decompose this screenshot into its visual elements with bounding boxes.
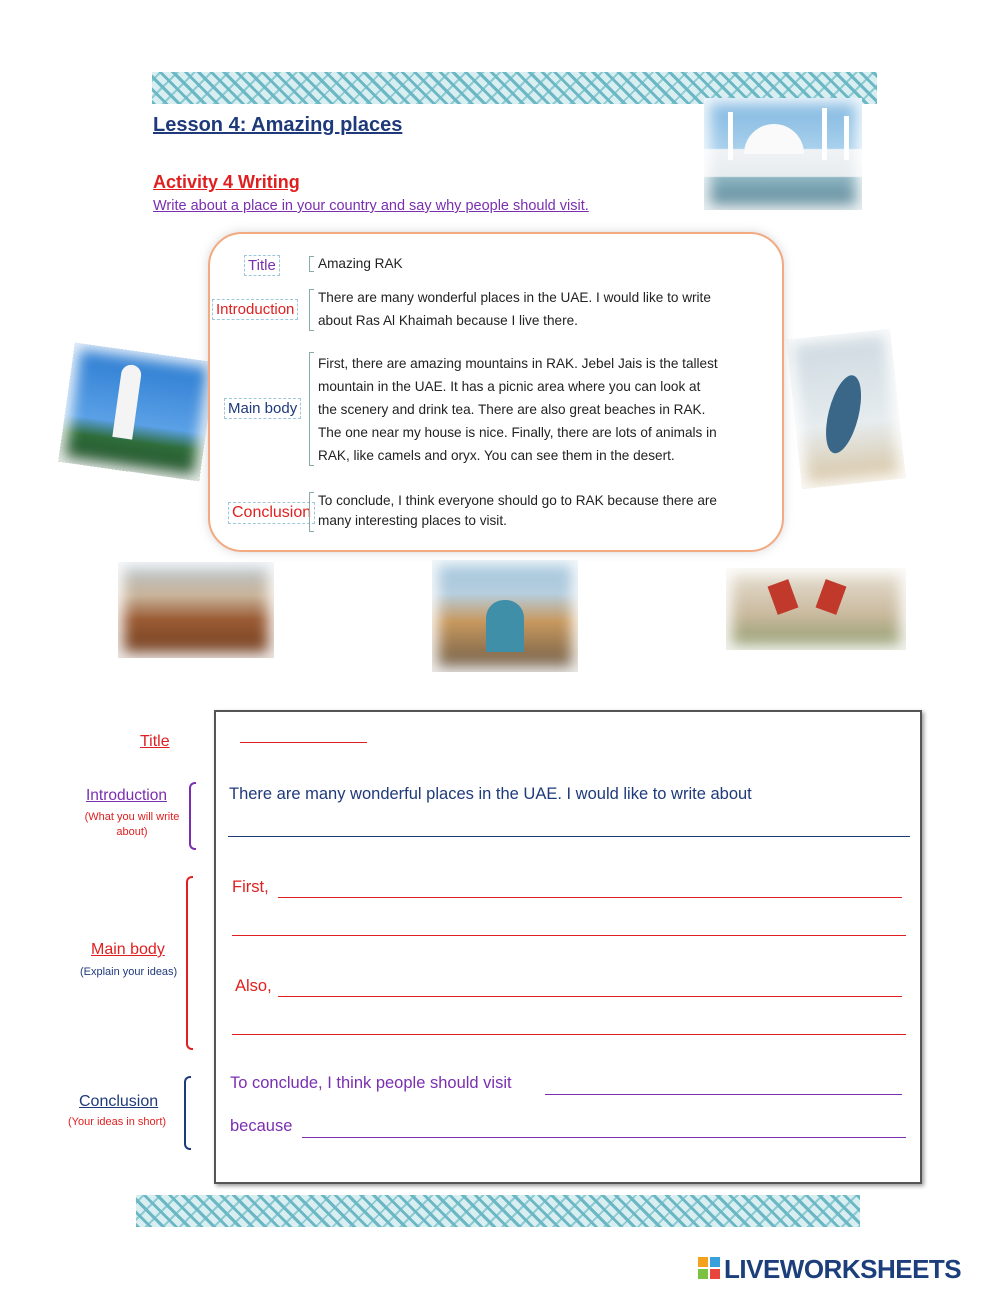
first-continue-line[interactable] — [232, 935, 906, 936]
main-body-brace — [186, 876, 193, 1050]
title-input-line[interactable] — [240, 742, 367, 743]
sample-main-body-line: the scenery and drink tea. There are also great beaches in RAK. — [318, 402, 706, 417]
mosque-photo — [704, 98, 862, 210]
conclude-prompt: To conclude, I think people should visit — [230, 1074, 512, 1092]
first-input-line[interactable] — [278, 897, 902, 898]
burj-al-arab-photo — [58, 343, 215, 482]
writing-box — [214, 710, 922, 1184]
instruction-text: Write about a place in your country and say why people should visit. — [153, 198, 589, 214]
sample-main-body-line: mountain in the UAE. It has a picnic area where you can look at — [318, 379, 701, 394]
bottom-decorative-border — [136, 1195, 860, 1227]
write-hint-introduction: (What you will write about) — [84, 811, 180, 838]
intro-input-line[interactable] — [228, 836, 910, 837]
write-label-title: Title — [140, 733, 170, 750]
sample-main-body-line: First, there are amazing mountains in RAK. Jebel Jais is the tallest — [318, 356, 718, 371]
gate-photo — [432, 560, 578, 672]
sample-conclusion-line: To conclude, I think everyone should go to RAK because there are — [318, 493, 717, 508]
sample-label-title: Title — [244, 255, 280, 276]
sample-introduction-line: about Ras Al Khaimah because I live there. — [318, 313, 578, 328]
lesson-title: Lesson 4: Amazing places — [153, 114, 403, 136]
museum-photo — [726, 568, 906, 650]
write-label-main-body: Main body — [91, 941, 165, 958]
sample-title-text: Amazing RAK — [318, 256, 403, 271]
write-hint-main-body: (Explain your ideas) — [80, 966, 178, 978]
write-label-conclusion: Conclusion — [79, 1093, 159, 1110]
write-label-introduction: Introduction — [86, 787, 167, 804]
conclude-input-line[interactable] — [545, 1094, 902, 1095]
sailfish-statue-photo — [786, 329, 905, 489]
sample-label-conclusion: Conclusion — [228, 502, 315, 524]
sample-main-body-line: RAK, like camels and oryx. You can see them in the desert. — [318, 448, 675, 463]
liveworksheets-logo — [698, 1257, 722, 1283]
conclusion-brace — [184, 1076, 191, 1150]
because-input-line[interactable] — [302, 1137, 906, 1138]
mountain-photo — [118, 562, 274, 658]
because-prompt: because — [230, 1117, 293, 1135]
write-hint-conclusion: (Your ideas in short) — [68, 1116, 167, 1128]
also-prompt: Also, — [235, 977, 272, 995]
liveworksheets-brand[interactable]: LIVEWORKSHEETS — [724, 1254, 962, 1284]
intro-prompt: There are many wonderful places in the UAE. I would like to write about — [229, 785, 752, 803]
sample-main-body-line: The one near my house is nice. Finally, there are lots of animals in — [318, 425, 717, 440]
sample-conclusion-line: many interesting places to visit. — [318, 513, 507, 528]
sample-label-main-body: Main body — [224, 398, 301, 419]
first-prompt: First, — [232, 878, 269, 896]
sample-introduction-line: There are many wonderful places in the UAE. I would like to write — [318, 290, 711, 305]
also-input-line[interactable] — [278, 996, 902, 997]
activity-title: Activity 4 Writing — [153, 172, 300, 192]
sample-label-introduction: Introduction — [212, 299, 298, 320]
intro-brace — [189, 782, 196, 850]
also-continue-line[interactable] — [232, 1034, 906, 1035]
